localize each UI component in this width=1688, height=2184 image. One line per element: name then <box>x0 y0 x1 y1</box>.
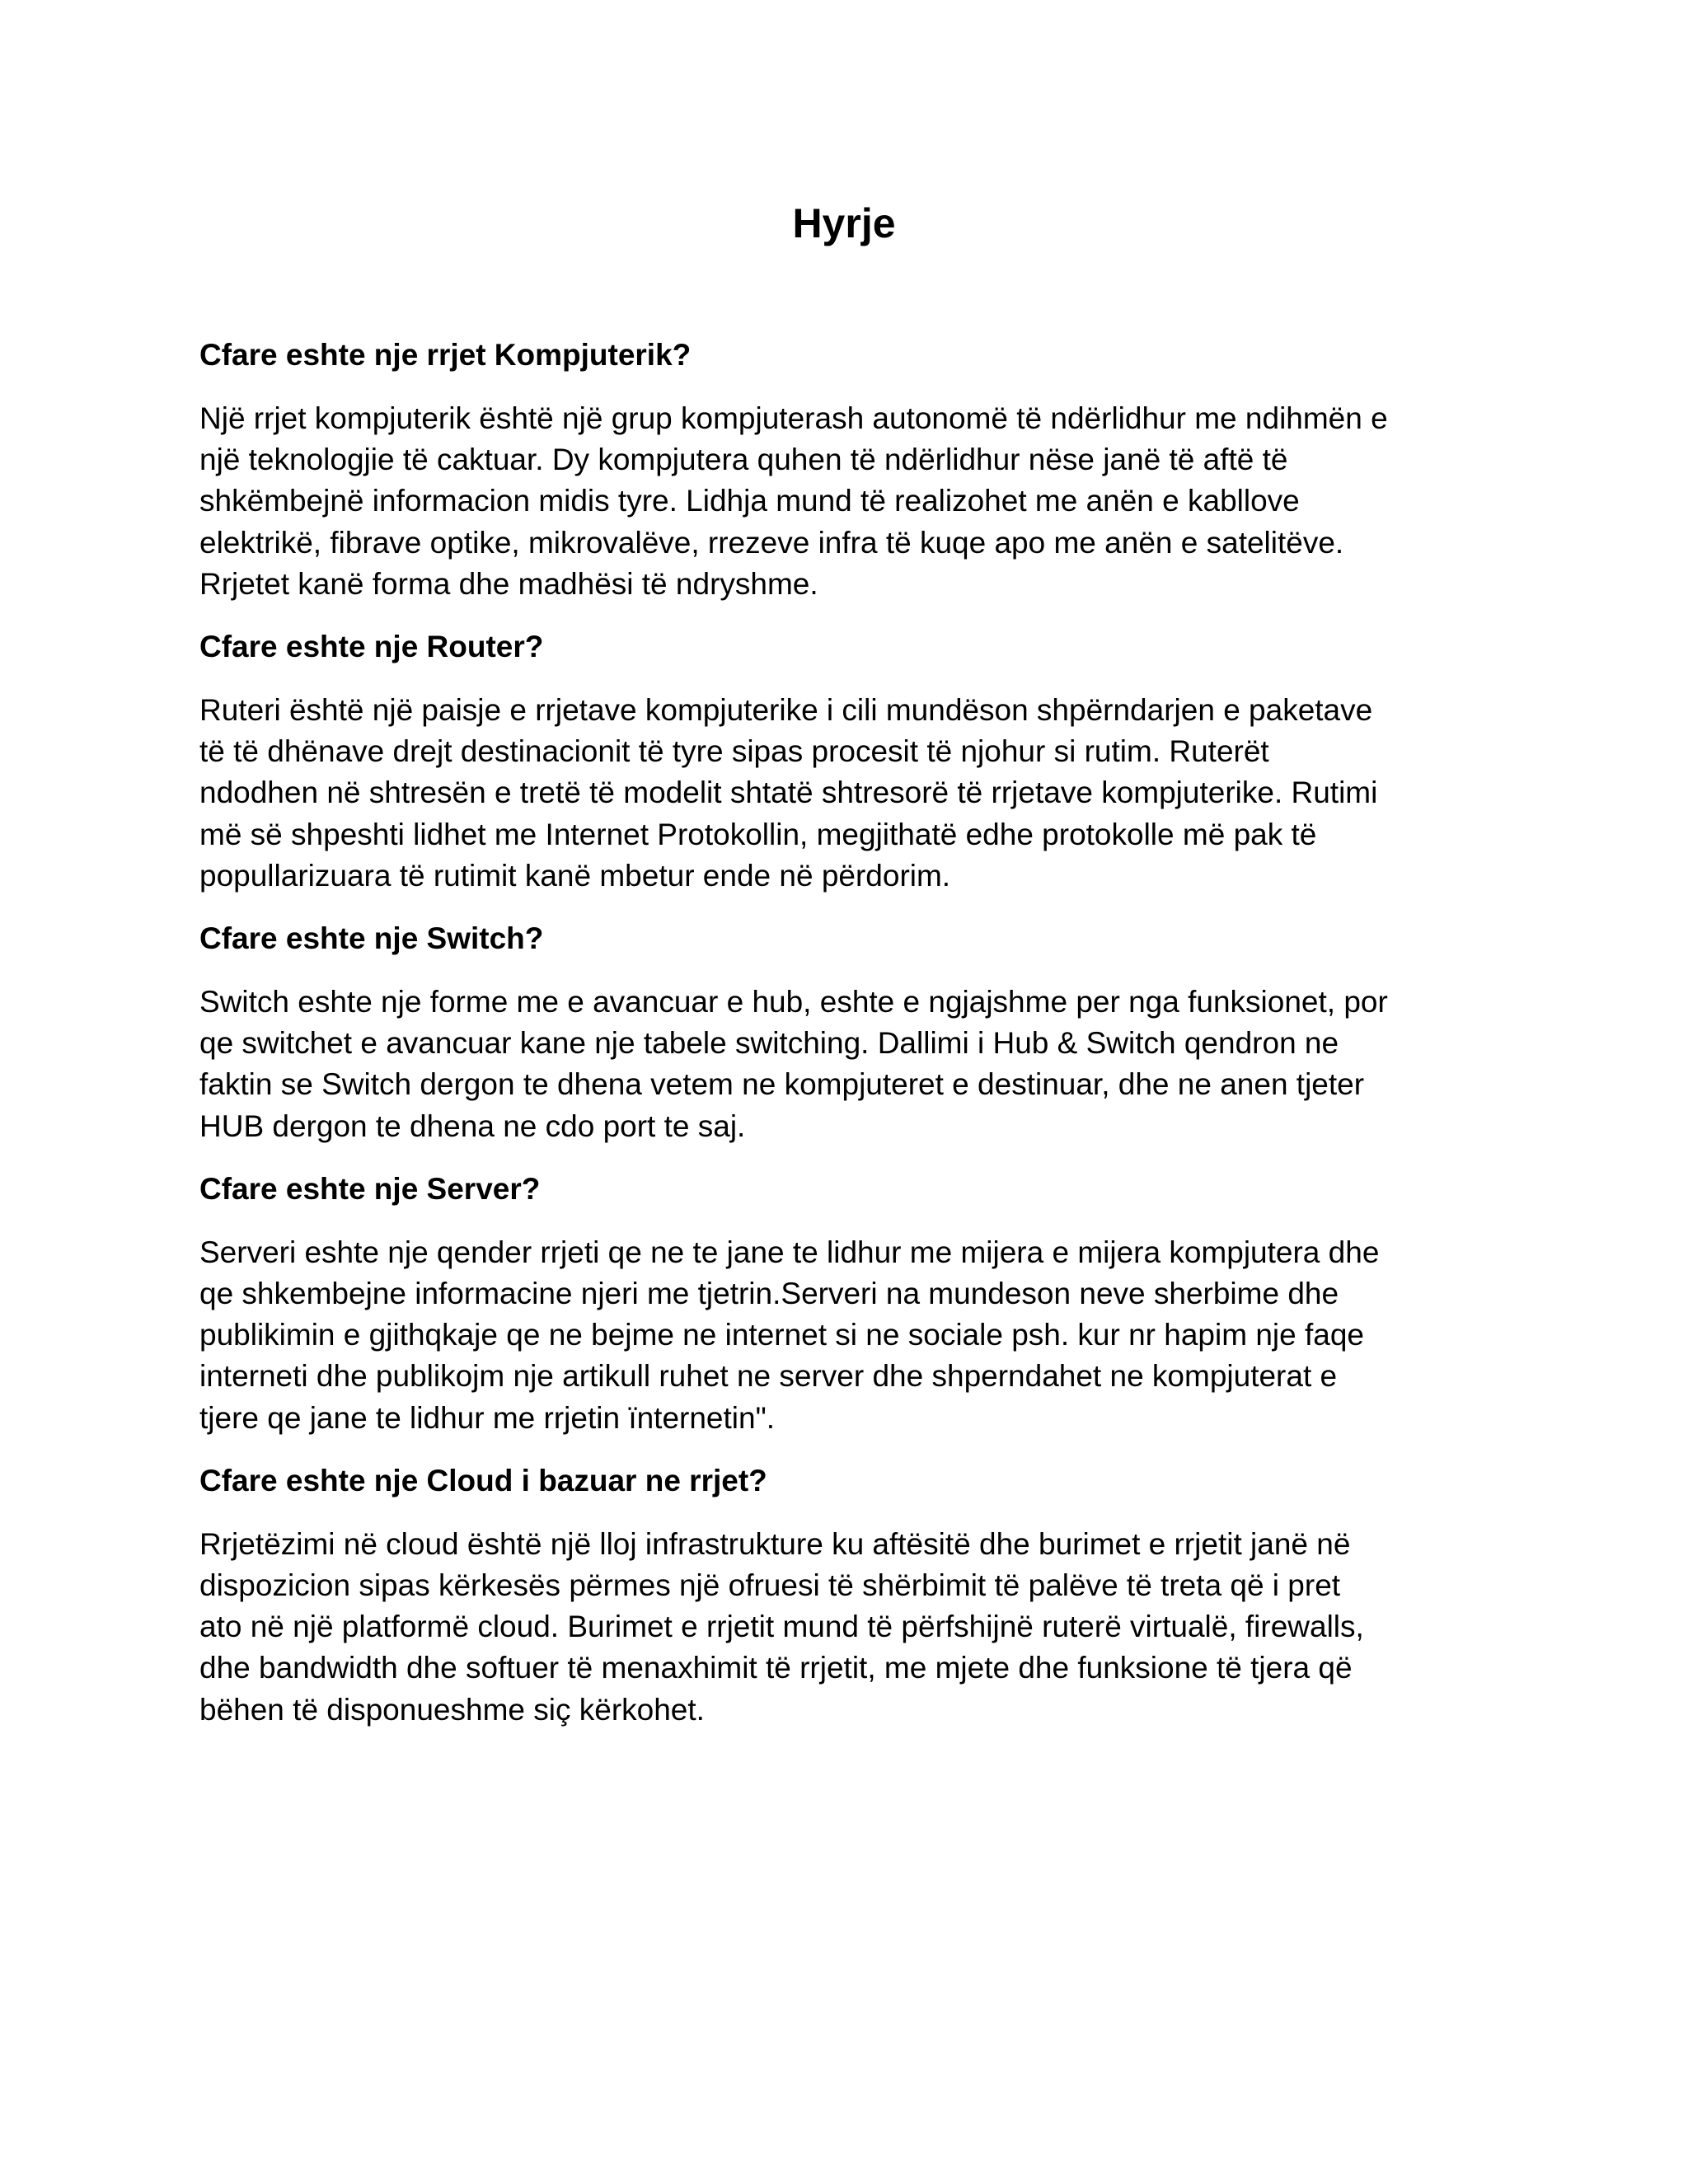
paragraph-line: publikimin e gjithqkaje qe ne bejme ne internet si ne sociale psh. kur nr hapim nje faqe <box>199 1318 1364 1352</box>
paragraph-line: Serveri eshte nje qender rrjeti qe ne te jane te lidhur me mijera e mijera kompjutera dhe <box>199 1235 1380 1269</box>
paragraph-line: një teknologjie të caktuar. Dy kompjutera quhen të ndërlidhur nëse janë të aftë të <box>199 443 1288 477</box>
paragraph-line: ndodhen në shtresën e tretë të modelit shtatë shtresorë të rrjetave kompjuterike. Rutimi <box>199 776 1378 810</box>
paragraph-line: Një rrjet kompjuterik është një grup kompjuterash autonomë të ndërlidhur me ndihmën e <box>199 401 1388 435</box>
paragraph-line: ato në një platformë cloud. Burimet e rrjetit mund të përfshijnë ruterë virtualë, firewalls, <box>199 1610 1364 1644</box>
paragraph-line: Ruteri është një paisje e rrjetave kompjuterike i cili mundëson shpërndarjen e paketave <box>199 693 1373 728</box>
paragraph-line: faktin se Switch dergon te dhena vetem ne kompjuteret e destinuar, dhe ne anen tjeter <box>199 1067 1365 1102</box>
section-heading: Cfare eshte nje rrjet Kompjuterik? <box>199 338 692 372</box>
paragraph-line: popullarizuara të rutimit kanë mbetur ende në përdorim. <box>199 858 951 893</box>
section-switch <box>199 918 1502 1147</box>
paragraph-line: HUB dergon te dhena ne cdo port te saj. <box>199 1108 746 1143</box>
paragraph-line: bëhen të disponueshme siç kërkohet. <box>199 1692 705 1727</box>
paragraph-line: tjere qe jane te lidhur me rrjetin ïnternetin". <box>199 1400 775 1435</box>
paragraph-line: shkëmbejnë informacion midis tyre. Lidhja mund të realizohet me anën e kabllove <box>199 484 1300 518</box>
paragraph-line: interneti dhe publikojm nje artikull ruhet ne server dhe shperndahet ne kompjuterat e <box>199 1359 1338 1394</box>
paragraph-line: të të dhënave drejt destinacionit të tyre sipas procesit të njohur si rutim. Ruterët <box>199 734 1269 769</box>
paragraph-line: elektrikë, fibrave optike, mikrovalëve, rrezeve infra të kuqe apo me anën e satelitëve. <box>199 525 1344 560</box>
section-cloud-networking <box>199 1460 1502 1731</box>
paragraph-line: Rrjetet kanë forma dhe madhësi të ndryshme. <box>199 566 818 601</box>
section-paragraph <box>199 982 1502 1147</box>
paragraph-line: qe shkembejne informacine njeri me tjetrin.Serveri na mundeson neve sherbime dhe <box>199 1277 1339 1311</box>
section-router <box>199 626 1502 897</box>
section-paragraph <box>199 1524 1502 1731</box>
section-heading: Cfare eshte nje Cloud i bazuar ne rrjet? <box>199 1463 767 1497</box>
section-heading: Cfare eshte nje Switch? <box>199 921 544 956</box>
paragraph-line: Rrjetëzimi në cloud është një lloj infrastrukture ku aftësitë dhe burimet e rrjetit janë në <box>199 1526 1351 1561</box>
paragraph-line: qe switchet e avancuar kane nje tabele switching. Dallimi i Hub & Switch qendron ne <box>199 1026 1339 1061</box>
section-paragraph <box>199 690 1502 897</box>
section-heading: Cfare eshte nje Server? <box>199 1171 541 1206</box>
document-body <box>199 335 1502 1752</box>
section-server <box>199 1169 1502 1439</box>
section-heading: Cfare eshte nje Router? <box>199 630 544 664</box>
paragraph-line: dispozicion sipas kërkesës përmes një ofruesi të shërbimit të palëve të treta që i pret <box>199 1568 1341 1603</box>
paragraph-line: Switch eshte nje forme me e avancuar e hub, eshte e ngjajshme per nga funksionet, por <box>199 985 1388 1019</box>
paragraph-line: më së shpeshti lidhet me Internet Protokollin, megjithatë edhe protokolle më pak të <box>199 817 1317 851</box>
section-paragraph <box>199 398 1502 605</box>
section-paragraph <box>199 1232 1502 1439</box>
page-title: Hyrje <box>792 200 896 246</box>
section-computer-network <box>199 335 1502 605</box>
paragraph-line: dhe bandwidth dhe softuer të menaxhimit të rrjetit, me mjete dhe funksione të tjera që <box>199 1651 1353 1685</box>
